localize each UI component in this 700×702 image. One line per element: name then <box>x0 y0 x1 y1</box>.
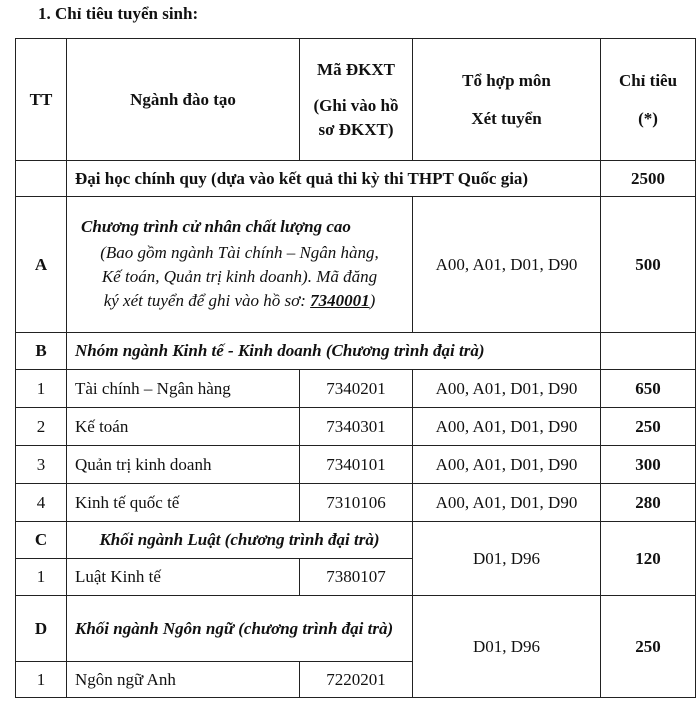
header-code-line2: (Ghi vào hồ <box>313 95 399 115</box>
table-row: 1 Ngôn ngữ Anh 7220201 <box>16 662 696 698</box>
table-row: 4 Kinh tế quốc tế 7310106 A00, A01, D01, D90 280 <box>16 484 696 522</box>
section-d-title: Khối ngành Ngôn ngữ (chương trình đại trà) <box>67 596 413 662</box>
header-combos-line2: Xét tuyển <box>471 108 542 128</box>
section-b-title: Nhóm ngành Kinh tế - Kinh doanh (Chương trình đại trà) <box>67 333 601 370</box>
major-combos: A00, A01, D01, D90 <box>413 408 601 446</box>
section-a-tt: A <box>16 197 67 333</box>
major-name: Kinh tế quốc tế <box>67 484 300 522</box>
major-name: Ngôn ngữ Anh <box>67 662 300 698</box>
major-name: Kế toán <box>67 408 300 446</box>
header-major: Ngành đào tạo <box>67 39 300 161</box>
header-code <box>300 39 413 161</box>
major-name: Quản trị kinh doanh <box>67 446 300 484</box>
summary-label: Đại học chính quy (dựa vào kết quả thi kỳ thi THPT Quốc gia) <box>67 161 601 197</box>
admission-quota-table <box>15 38 696 698</box>
section-d-quota: 250 <box>601 596 696 698</box>
header-code-line1: Mã ĐKXT <box>317 59 395 79</box>
major-quota: 250 <box>601 408 696 446</box>
major-code: 7340301 <box>300 408 413 446</box>
major-code: 7380107 <box>300 559 413 596</box>
section-a-row <box>16 197 696 333</box>
major-quota: 300 <box>601 446 696 484</box>
major-name: Tài chính – Ngân hàng <box>67 370 300 408</box>
header-quota <box>601 39 696 161</box>
section-b-tt: B <box>16 333 67 370</box>
header-quota-line1: Chỉ tiêu <box>618 70 678 90</box>
section-a-quota: 500 <box>601 197 696 333</box>
major-code: 7340101 <box>300 446 413 484</box>
table-header-row <box>16 39 696 161</box>
major-quota: 280 <box>601 484 696 522</box>
section-d-combos: D01, D96 <box>413 596 601 698</box>
table-row: 1 Tài chính – Ngân hàng 7340201 A00, A01, D01, D90 650 <box>16 370 696 408</box>
section-a-code: 7340001 <box>310 290 370 310</box>
major-code: 7220201 <box>300 662 413 698</box>
major-name: Luật Kinh tế <box>67 559 300 596</box>
section-a-title: Chương trình cử nhân chất lượng cao <box>81 216 351 236</box>
table-row: 2 Kế toán 7340301 A00, A01, D01, D90 250 <box>16 408 696 446</box>
section-a-combos: A00, A01, D01, D90 <box>413 197 601 333</box>
section-c-title: Khối ngành Luật (chương trình đại trà) <box>67 522 413 559</box>
table-row: 1 Luật Kinh tế 7380107 <box>16 559 696 596</box>
major-combos: A00, A01, D01, D90 <box>413 446 601 484</box>
major-code: 7310106 <box>300 484 413 522</box>
summary-quota: 2500 <box>601 161 696 197</box>
section-d-header-row <box>16 596 696 662</box>
header-tt: TT <box>16 39 67 161</box>
section-c-quota: 120 <box>601 522 696 596</box>
section-a-description: (Bao gồm ngành Tài chính – Ngân hàng, Kế toán, Quản trị kinh doanh). Mã đăng ký xét tuyển để ghi vào hồ sơ: 7340001) <box>100 242 379 310</box>
major-combos: A00, A01, D01, D90 <box>413 370 601 408</box>
section-c-tt: C <box>16 522 67 559</box>
section-d-tt: D <box>16 596 67 662</box>
table-row: 3 Quản trị kinh doanh 7340101 A00, A01, D01, D90 300 <box>16 446 696 484</box>
section-c-combos: D01, D96 <box>413 522 601 596</box>
major-code: 7340201 <box>300 370 413 408</box>
header-quota-line2: (*) <box>638 108 658 128</box>
summary-row <box>16 161 696 197</box>
section-a-program <box>67 197 413 333</box>
section-c-header-row <box>16 522 696 559</box>
header-combos-line1: Tổ hợp môn <box>462 70 551 90</box>
section-b-header-row <box>16 333 696 370</box>
section-heading: 1. Chỉ tiêu tuyển sinh: <box>38 4 199 23</box>
header-code-line3: sơ ĐKXT) <box>318 119 394 139</box>
major-combos: A00, A01, D01, D90 <box>413 484 601 522</box>
header-combos <box>413 39 601 161</box>
major-quota: 650 <box>601 370 696 408</box>
